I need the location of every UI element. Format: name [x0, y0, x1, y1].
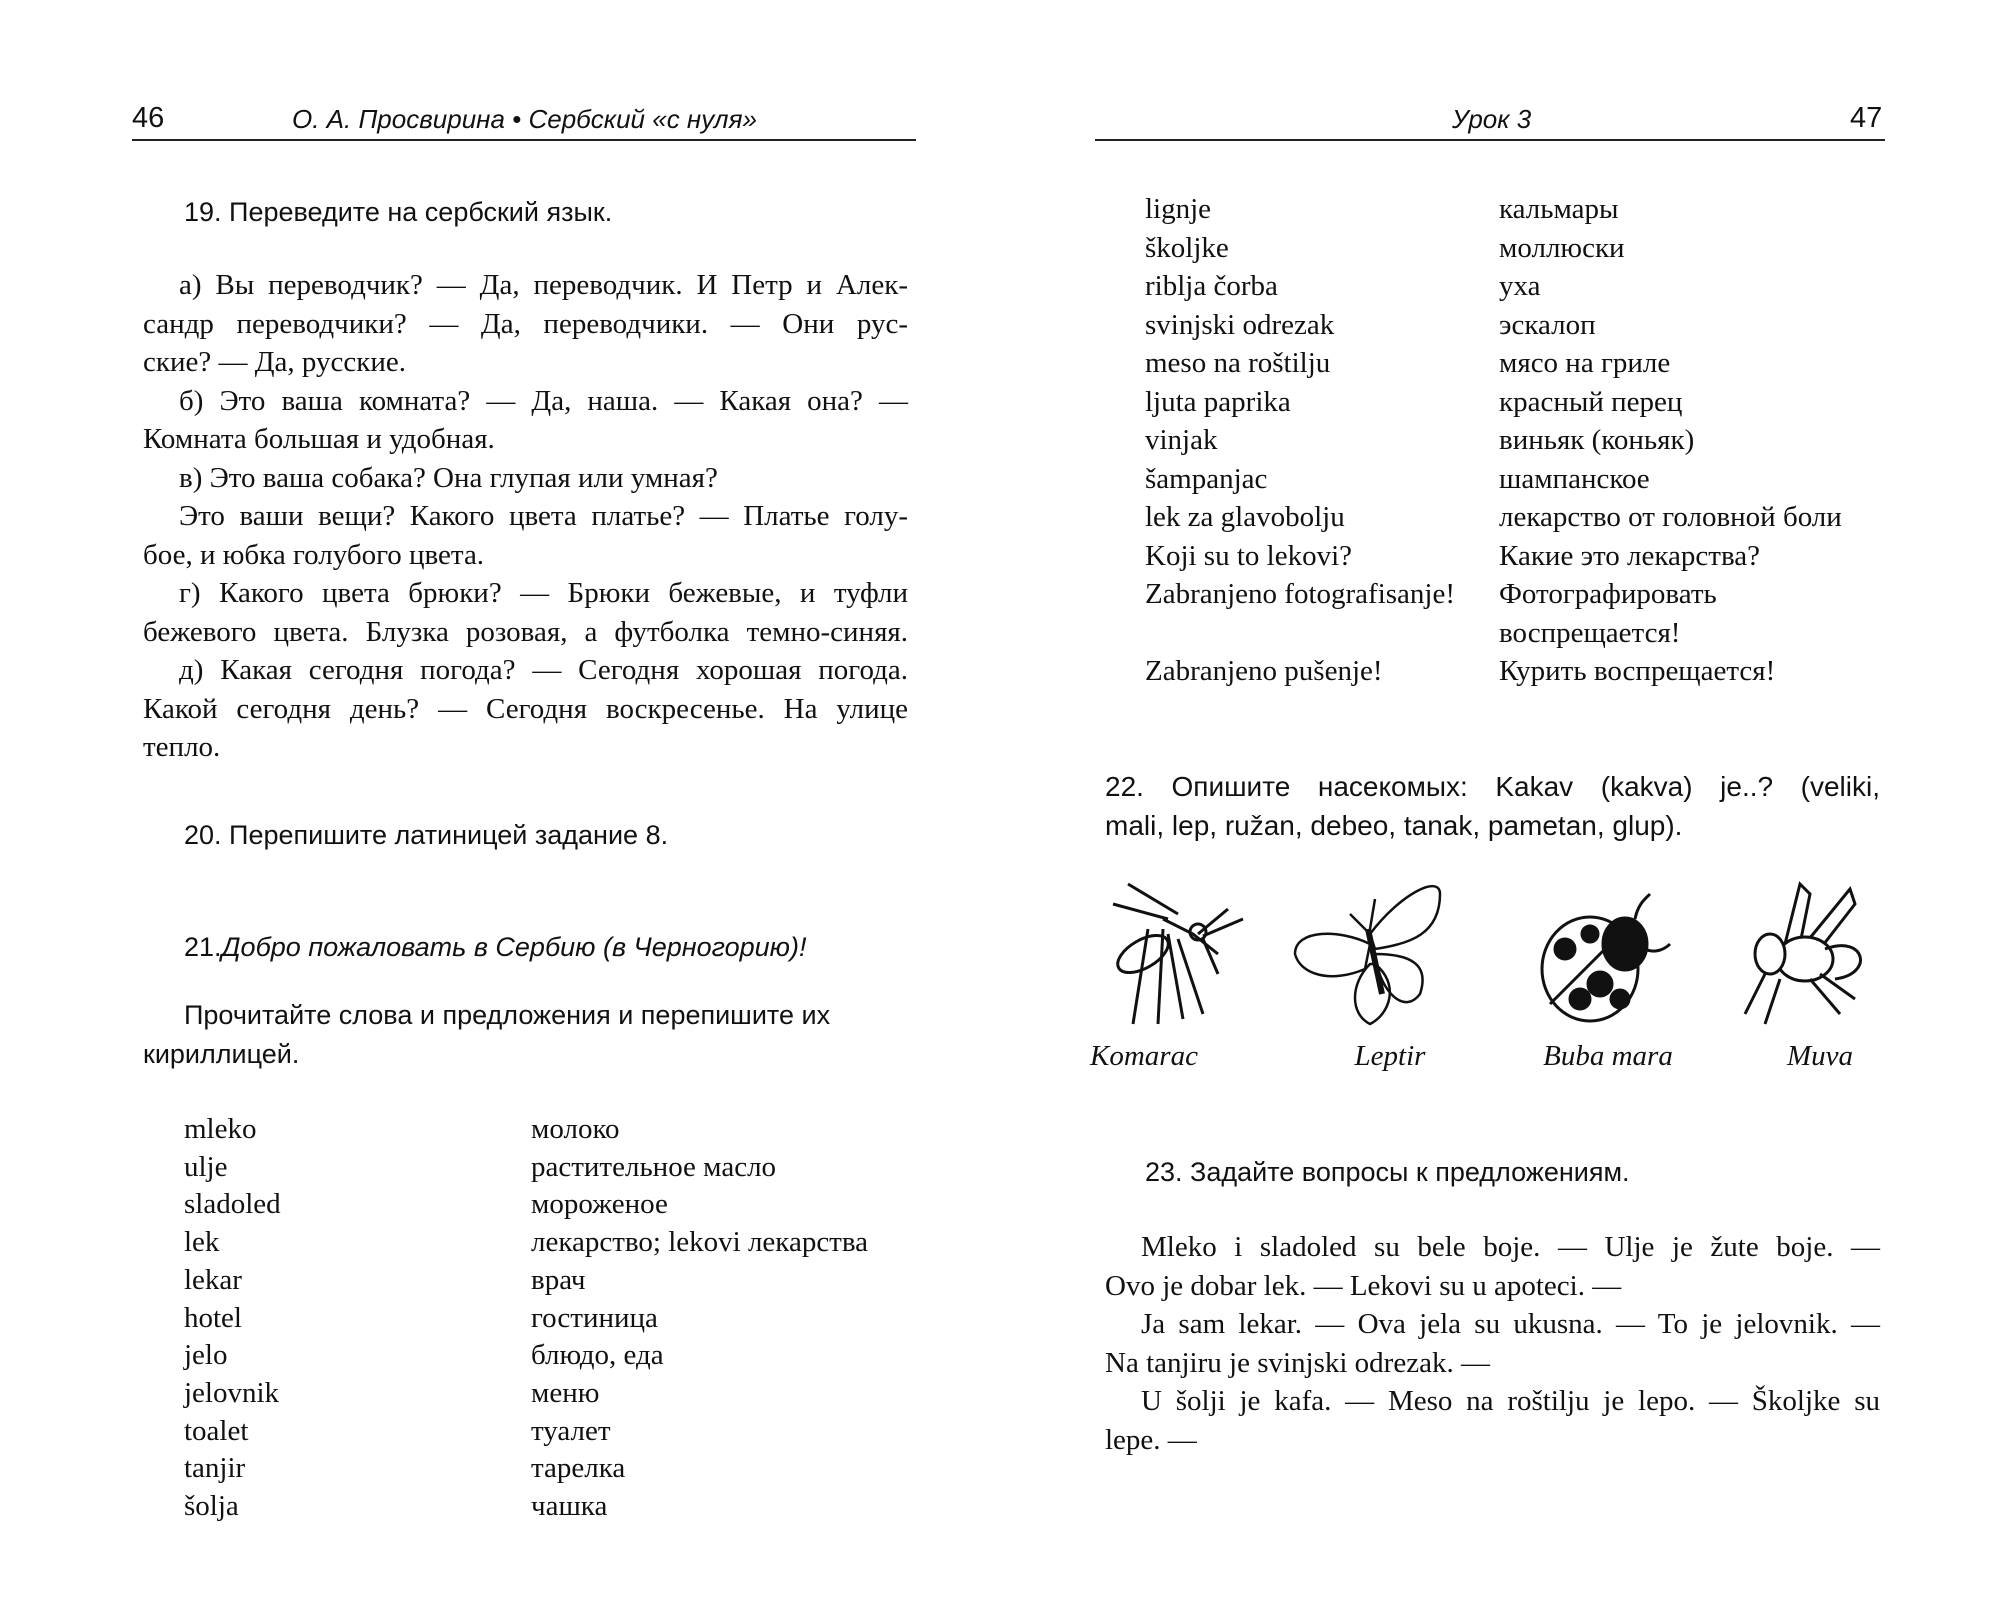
russian-translation: тарелка — [531, 1452, 626, 1485]
exercise-title: Добро пожаловать в Сербию (в Черногорию)! — [221, 932, 807, 962]
exercise-23-text — [1105, 1228, 1880, 1459]
russian-translation: меню — [531, 1376, 600, 1409]
insect-caption: Buba mara — [1543, 1040, 1673, 1072]
serbian-word: sladoled — [184, 1188, 281, 1221]
vocabulary-list — [184, 1111, 868, 1526]
serbian-word: šampanjac — [1145, 462, 1268, 495]
vocabulary-row — [1145, 652, 1842, 691]
insect-caption: Muva — [1786, 1040, 1854, 1072]
exercise-21-heading — [184, 928, 806, 966]
exercise-number: 21. — [184, 932, 222, 962]
serbian-word: vinjak — [1145, 424, 1218, 456]
russian-translation: кальмары — [1499, 193, 1619, 225]
exercise-20-heading: 20. Перепишите латиницей задание 8. — [184, 820, 669, 850]
vocabulary-row — [184, 1262, 868, 1300]
serbian-word: lekar — [184, 1263, 242, 1296]
exercise-19-heading: 19. Переведите на сербский язык. — [184, 197, 613, 227]
serbian-word — [1145, 614, 1499, 653]
russian-translation: Фотографировать — [1499, 578, 1717, 610]
serbian-word: riblja čorba — [1145, 270, 1278, 302]
serbian-word: ljuta paprika — [1145, 385, 1291, 418]
russian-translation: растительное масло — [531, 1150, 777, 1183]
russian-translation: уха — [1499, 270, 1541, 302]
vocabulary-row — [1145, 190, 1842, 229]
text-line: б) Это ваша комната? — Да, наша. — Какая она? — — [179, 384, 908, 417]
serbian-word: svinjski odrezak — [1145, 308, 1335, 341]
serbian-word: jelovnik — [184, 1376, 280, 1409]
text-line: Комната большая и удобная. — [143, 423, 495, 455]
insect-caption: Leptir — [1354, 1040, 1426, 1072]
fly-illustration — [1725, 874, 1885, 1034]
russian-translation: чашка — [531, 1490, 608, 1523]
butterfly-illustration — [1290, 874, 1450, 1034]
serbian-word: Zabranjeno pušenje! — [1145, 655, 1383, 687]
serbian-word: hotel — [184, 1301, 242, 1334]
vocabulary-row — [1145, 229, 1842, 268]
running-header: Урок 3 — [1452, 104, 1532, 134]
vocabulary-row — [1145, 267, 1842, 306]
russian-translation: лекарство от головной боли — [1499, 501, 1842, 533]
russian-translation: гостиница — [531, 1301, 658, 1334]
exercise-21-instruction: Прочитайте слова и предложения и перепишите их кириллицей. — [143, 1000, 831, 1069]
russian-translation: шампанское — [1499, 462, 1650, 495]
serbian-word: toalet — [184, 1414, 249, 1447]
vocabulary-row — [1145, 575, 1842, 614]
vocabulary-row — [1145, 460, 1842, 499]
russian-translation: врач — [531, 1263, 586, 1296]
serbian-word: šolja — [184, 1490, 239, 1523]
vocabulary-row — [1145, 498, 1842, 537]
text-line: ские? — Да, русские. — [143, 346, 406, 378]
russian-translation: виньяк (коньяк) — [1499, 424, 1695, 456]
vocabulary-row — [1145, 421, 1842, 460]
header-rule — [132, 139, 916, 141]
text-line: Какой сегодня день? — Сегодня воскресенье. На улице — [143, 692, 908, 725]
serbian-word: lek za glavobolju — [1145, 501, 1345, 533]
text-line: бежевого цвета. Блузка розовая, а футболка темно-синяя. — [143, 615, 908, 648]
text-line: д) Какая сегодня погода? — Сегодня хорошая погода. — [179, 654, 908, 686]
russian-translation: воспрещается! — [1499, 616, 1681, 649]
text-line: lepe. — — [1105, 1423, 1197, 1456]
russian-translation: лекарство; lekovi лекарства — [531, 1226, 869, 1259]
page-number: 47 — [1850, 102, 1883, 134]
vocabulary-row — [184, 1375, 868, 1413]
vocabulary-row — [1145, 344, 1842, 383]
exercise-19-text — [143, 266, 908, 767]
russian-translation: Какие это лекарства? — [1499, 539, 1761, 572]
mosquito-illustration — [1108, 874, 1268, 1034]
text-line: сандр переводчики? — Да, переводчики. — Они рус- — [143, 307, 908, 340]
russian-translation: эскалоп — [1499, 308, 1596, 341]
vocabulary-row — [1145, 306, 1842, 345]
russian-translation: Курить воспрещается! — [1499, 655, 1776, 687]
ladybug-illustration — [1520, 874, 1680, 1034]
vocabulary-row — [184, 1300, 868, 1338]
serbian-word: mleko — [184, 1113, 257, 1145]
vocabulary-row — [184, 1186, 868, 1224]
russian-translation: мороженое — [531, 1188, 668, 1221]
text-line: бое, и юбка голубого цвета. — [143, 538, 485, 571]
vocabulary-row — [184, 1413, 868, 1451]
insect-caption: Komarac — [1090, 1040, 1198, 1072]
text-line: Ja sam lekar. — Ova jela su ukusna. — To je jelovnik. — — [1141, 1308, 1880, 1340]
serbian-word: lignje — [1145, 193, 1212, 225]
vocabulary-row — [184, 1488, 868, 1526]
vocabulary-row — [184, 1224, 868, 1262]
russian-translation: моллюски — [1499, 231, 1625, 264]
serbian-word: Zabranjeno fotografisanje! — [1145, 578, 1455, 610]
vocabulary-row — [184, 1337, 868, 1375]
text-line: г) Какого цвета брюки? — Брюки бежевые, и туфли — [179, 577, 908, 609]
vocabulary-row — [1145, 614, 1842, 653]
russian-translation: красный перец — [1499, 385, 1683, 418]
exercise-23-heading: 23. Задайте вопросы к предложениям. — [1145, 1157, 1630, 1187]
russian-translation: мясо на гриле — [1499, 347, 1671, 379]
page-number: 46 — [132, 102, 165, 134]
serbian-word: ulje — [184, 1150, 228, 1183]
text-line: Ovo je dobar lek. — Lekovi su u apoteci. — — [1105, 1269, 1622, 1302]
text-line: тепло. — [143, 731, 221, 763]
vocabulary-row — [184, 1149, 868, 1187]
text-line: Это ваши вещи? Какого цвета платье? — Платье голу- — [179, 500, 908, 532]
vocabulary-row — [1145, 537, 1842, 576]
running-header: О. А. Просвирина • Сербский «с нуля» — [292, 104, 757, 134]
text-line: Mleko i sladoled su bele boje. — Ulje je žute boje. — — [1141, 1231, 1880, 1263]
serbian-word: jelo — [184, 1339, 228, 1372]
russian-translation: молоко — [531, 1113, 620, 1145]
exercise-22-heading: 22. Опишите насекомых: Kakav (kakva) je..? (veliki, mali, lep, ružan, debeo, tanak, pametan, glup). — [1105, 771, 1880, 841]
russian-translation: туалет — [531, 1414, 611, 1447]
serbian-word: tanjir — [184, 1452, 246, 1485]
russian-translation: блюдо, еда — [531, 1339, 664, 1372]
vocabulary-list — [1145, 190, 1842, 691]
vocabulary-row — [1145, 383, 1842, 422]
text-line: Na tanjiru je svinjski odrezak. — — [1105, 1346, 1490, 1379]
text-line: в) Это ваша собака? Она глупая или умная? — [179, 461, 718, 494]
serbian-word: Koji su to lekovi? — [1145, 539, 1353, 572]
text-line: U šolji je kafa. — Meso na roštilju je lepo. — Školjke su — [1141, 1385, 1880, 1417]
text-line: а) Вы переводчик? — Да, переводчик. И Петр и Алек- — [179, 269, 908, 301]
header-rule — [1095, 139, 1885, 141]
vocabulary-row — [184, 1111, 868, 1149]
serbian-word: školjke — [1145, 231, 1229, 264]
vocabulary-row — [184, 1450, 868, 1488]
serbian-word: meso na roštilju — [1145, 347, 1331, 379]
serbian-word: lek — [184, 1226, 220, 1259]
